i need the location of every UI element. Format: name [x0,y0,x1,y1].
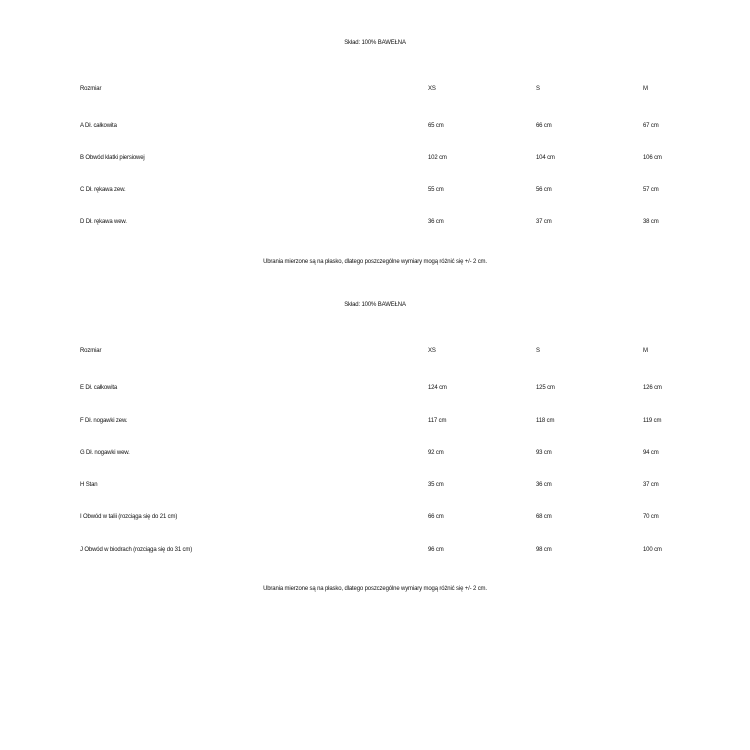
table-row [0,385,750,395]
value-xs: 55 cm [428,187,444,193]
table-row [0,482,750,492]
value-m: 38 cm [643,219,659,225]
header-size-xs: XS [428,348,436,354]
measurement-label: D Dł. rękawa wew. [80,219,127,225]
value-xs: 35 cm [428,482,444,488]
measurement-label: C Dł. rękawa zew. [80,187,126,193]
table-header-row [0,86,750,96]
value-m: 100 cm [643,547,662,553]
table-row [0,219,750,229]
measurement-label: G Dł. nogawki wew. [80,450,130,456]
value-s: 125 cm [536,385,555,391]
composition-label: Skład: 100% BAWEŁNA [344,40,406,46]
value-s: 36 cm [536,482,552,488]
header-size-label: Rozmiar [80,348,102,354]
measurement-label: F Dł. nogawki zew. [80,418,128,424]
value-s: 104 cm [536,155,555,161]
table-row [0,514,750,524]
measurement-label: J Obwód w biodrach (rozciąga się do 31 cm) [80,547,193,553]
table-header-row [0,348,750,358]
value-xs: 124 cm [428,385,447,391]
measurement-note: Ubrania mierzone są na płasko, dlatego poszczególne wymiary mogą różnić się +/- 2 cm. [263,259,487,265]
value-xs: 92 cm [428,450,444,456]
measurement-label: H Stan [80,482,98,488]
header-size-m: M [643,86,648,92]
header-size-s: S [536,86,540,92]
table-row [0,547,750,557]
value-xs: 102 cm [428,155,447,161]
value-xs: 36 cm [428,219,444,225]
value-m: 106 cm [643,155,662,161]
value-m: 126 cm [643,385,662,391]
value-m: 94 cm [643,450,659,456]
value-s: 98 cm [536,547,552,553]
value-m: 37 cm [643,482,659,488]
value-xs: 65 cm [428,123,444,129]
table-row [0,155,750,165]
value-s: 56 cm [536,187,552,193]
value-m: 119 cm [643,418,662,424]
value-m: 70 cm [643,514,659,520]
value-s: 37 cm [536,219,552,225]
value-s: 66 cm [536,123,552,129]
header-size-m: M [643,348,648,354]
table-row [0,123,750,133]
table-row [0,450,750,460]
measurement-label: A Dł. całkowita [80,123,117,129]
header-size-label: Rozmiar [80,86,102,92]
value-xs: 66 cm [428,514,444,520]
value-s: 93 cm [536,450,552,456]
measurement-label: I Obwód w talii (rozciąga się do 21 cm) [80,514,178,520]
table-row [0,418,750,428]
measurement-note: Ubrania mierzone są na płasko, dlatego poszczególne wymiary mogą różnić się +/- 2 cm. [263,586,487,592]
table-row [0,187,750,197]
composition-label: Skład: 100% BAWEŁNA [344,302,406,308]
value-m: 57 cm [643,187,659,193]
value-xs: 117 cm [428,418,447,424]
measurement-label: B Obwód klatki piersiowej [80,155,145,161]
header-size-xs: XS [428,86,436,92]
value-xs: 96 cm [428,547,444,553]
value-s: 118 cm [536,418,555,424]
value-s: 68 cm [536,514,552,520]
header-size-s: S [536,348,540,354]
measurement-label: E Dł. całkowita [80,385,118,391]
value-m: 67 cm [643,123,659,129]
